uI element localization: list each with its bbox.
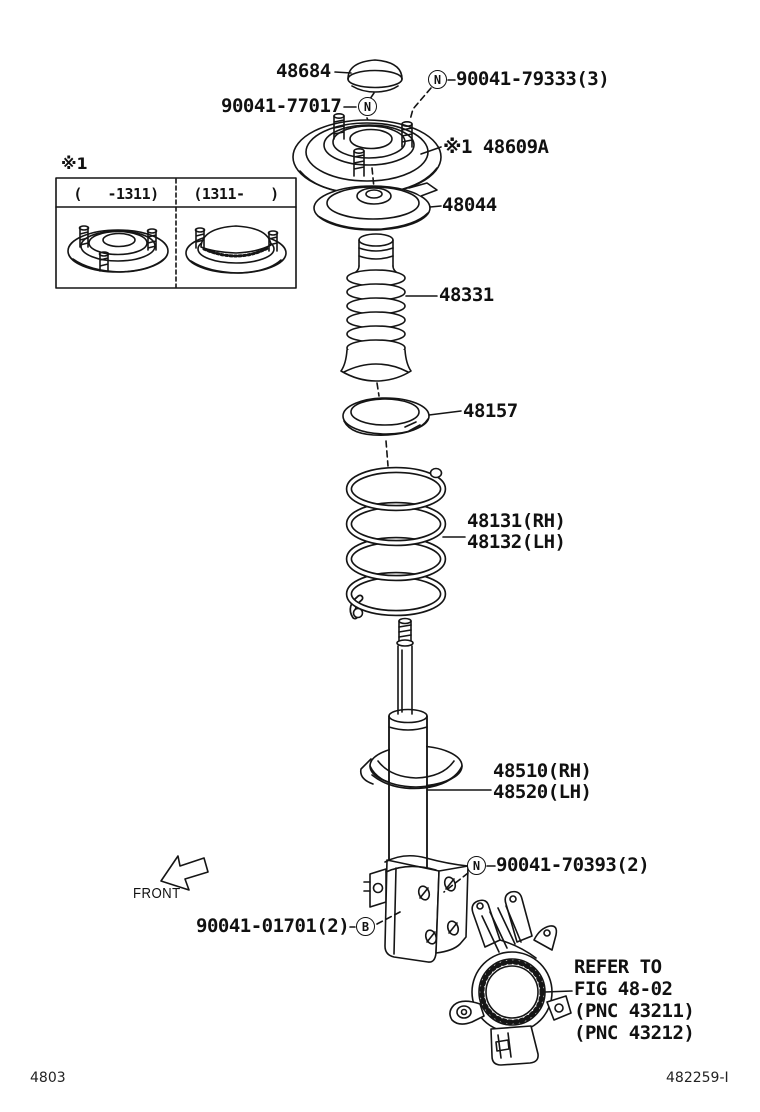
spring-lh-label: 48132(LH) xyxy=(467,531,566,553)
nut-marker-circle-n-70393: N xyxy=(467,856,486,875)
bolt-marker-circle-b-01701: B xyxy=(356,917,375,936)
lower-bracket-drawing xyxy=(364,856,468,962)
part-label-absorber xyxy=(493,761,591,803)
part-label-dust-cover: 48331 xyxy=(439,284,494,306)
nut-marker-circle-n-77017: N xyxy=(358,97,377,116)
part-label-bolt-01701: 90041-01701(2) xyxy=(196,915,350,937)
page-code: 4803 xyxy=(30,1070,66,1086)
part-label-support: ※1 48609A xyxy=(443,136,549,158)
part-label-bolt-70393: 90041-70393(2) xyxy=(496,854,650,876)
knuckle-reference-note xyxy=(574,956,694,1044)
coil-spring-drawing xyxy=(349,469,443,618)
support-drawing xyxy=(293,114,441,194)
absorber-rh-label: 48510(RH) xyxy=(493,760,592,782)
dust-cover-drawing xyxy=(341,234,411,381)
spring-rh-label: 48131(RH) xyxy=(467,510,566,532)
note-table-header-right: (1311- ) xyxy=(193,185,279,203)
part-label-coil-spring xyxy=(467,511,565,553)
part-label-nut-79333: 90041-79333(3) xyxy=(456,68,610,90)
note-table-ref: ※1 xyxy=(61,154,88,173)
front-direction-label: FRONT xyxy=(133,885,181,902)
cap-drawing xyxy=(348,60,402,92)
piston-rod-drawing xyxy=(397,619,413,715)
lower-insulator-drawing xyxy=(343,398,429,435)
refer-line-1: REFER TO xyxy=(574,956,662,978)
nut-marker-circle-n-79333: N xyxy=(428,70,447,89)
part-label-insulator: 48157 xyxy=(463,400,518,422)
refer-line-3: (PNC 43211) xyxy=(574,1000,695,1022)
refer-line-4: (PNC 43212) xyxy=(574,1022,695,1044)
part-label-nut-77017: 90041-77017 xyxy=(221,95,342,117)
figure-code: 482259-I xyxy=(666,1070,729,1086)
part-label-upper-seat: 48044 xyxy=(442,194,497,216)
part-label-cap: 48684 xyxy=(276,60,331,82)
note-table-header-left: ( -1311) xyxy=(73,185,159,203)
note-table-art xyxy=(68,226,286,273)
knuckle-drawing xyxy=(450,892,571,1065)
refer-line-2: FIG 48-02 xyxy=(574,978,673,1000)
absorber-lh-label: 48520(LH) xyxy=(493,781,592,803)
